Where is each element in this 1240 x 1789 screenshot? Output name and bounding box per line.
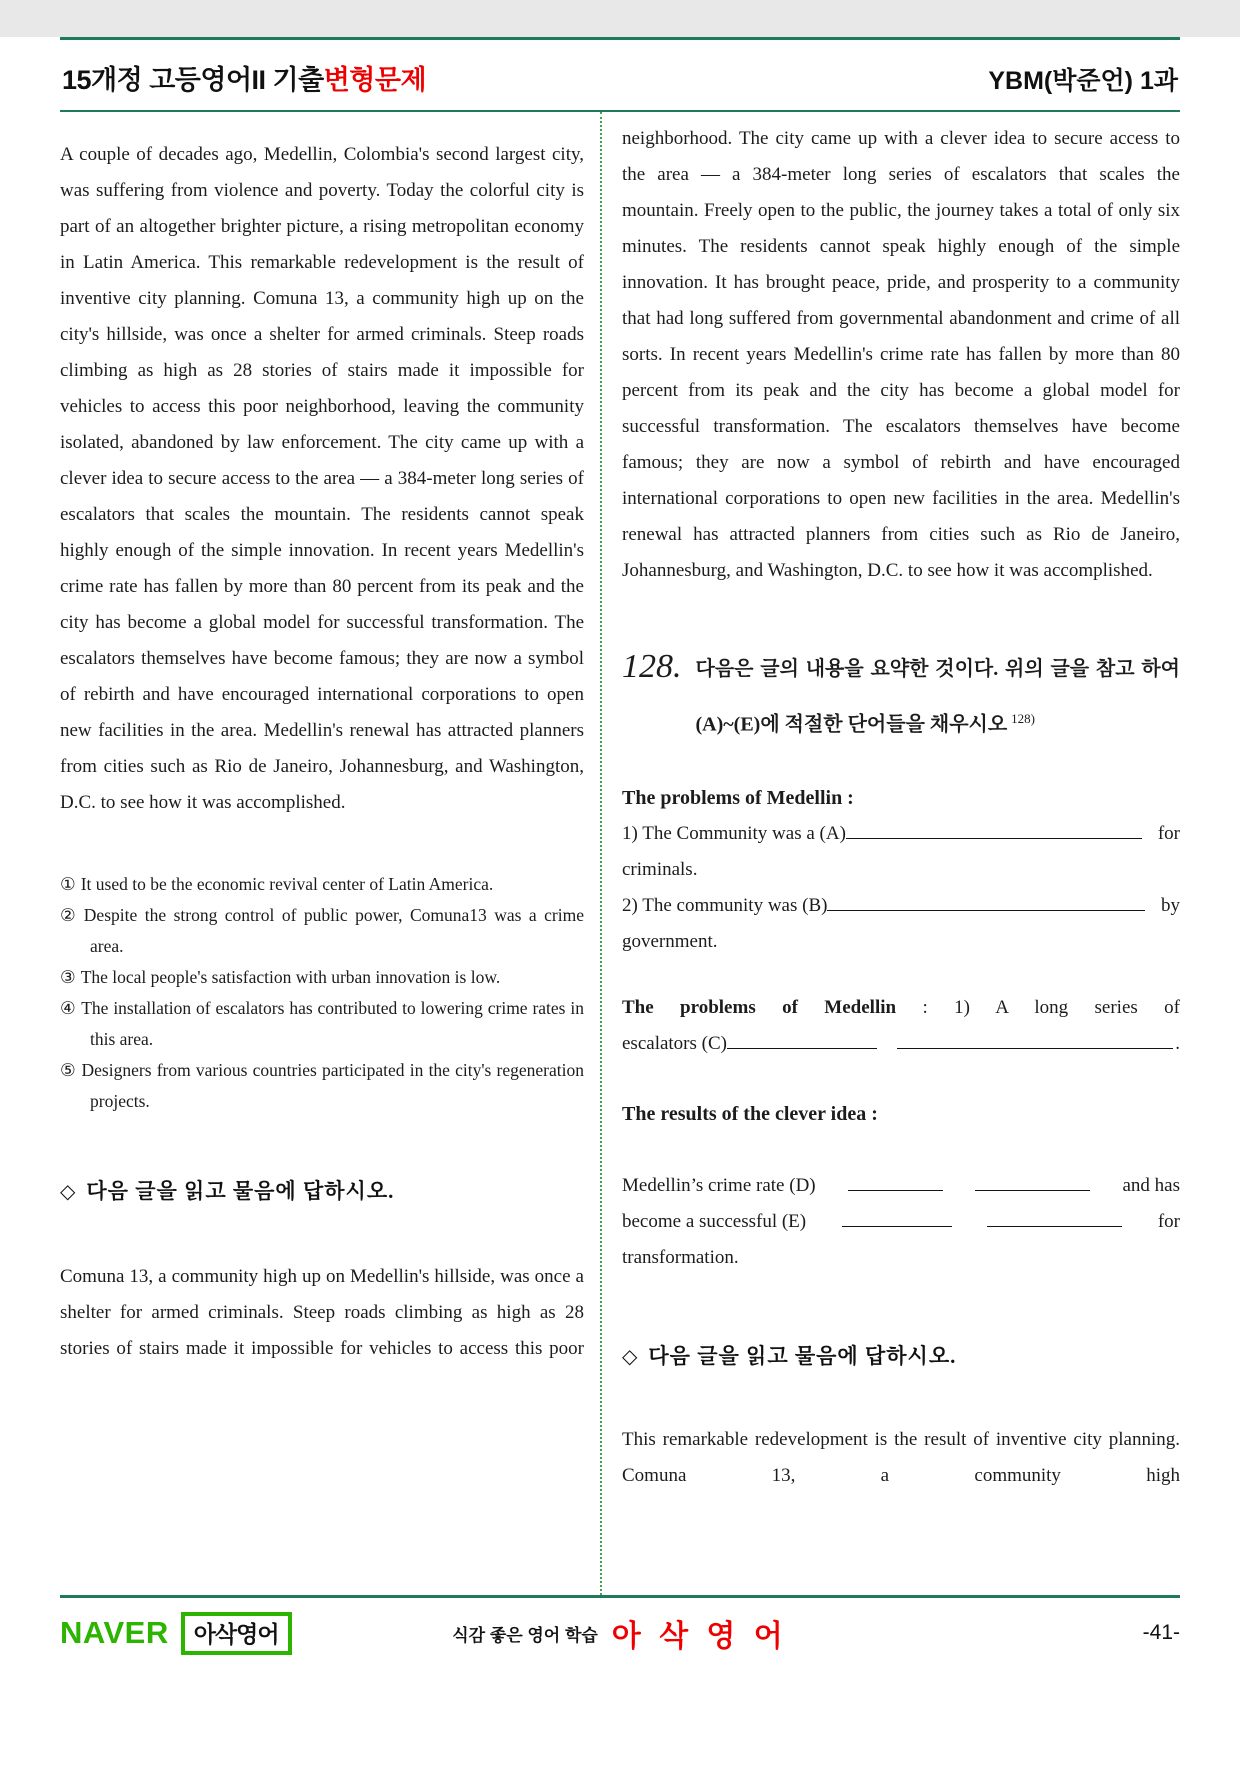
summary-item-a-text: 1) The Community was a (A) — [622, 822, 846, 844]
section-prompt-right-text: 다음 글을 읽고 물음에 답하시오. — [648, 1343, 957, 1368]
footer-slogan — [370, 1611, 870, 1655]
summary-item-b-suffix: by — [1161, 894, 1180, 916]
page-number: -41- — [1142, 1621, 1180, 1644]
choice-3-number: ③ — [60, 967, 76, 987]
summary-item-d-text: Medellin’s crime rate (D) — [622, 1174, 816, 1196]
summary-heading-problems-1: The problems of Medellin : — [622, 786, 854, 809]
blank-b — [827, 891, 1145, 911]
choice-2-number: ② — [60, 905, 79, 925]
summary-item-c-period: . — [1175, 1032, 1180, 1054]
summary-item-e — [622, 1204, 1180, 1240]
answer-choices — [60, 869, 584, 1117]
choice-4-number: ④ — [60, 998, 77, 1018]
summary-item-e-suffix: for — [1157, 1210, 1180, 1232]
choice-2-text: Despite the strong control of public power, Comuna13 was a crime area. — [83, 905, 584, 956]
section-prompt-left-text: 다음 글을 읽고 물음에 답하시오. — [86, 1179, 395, 1203]
passage-paragraph-2: Comuna 13, a community high up on Medellin's hillside, was once a shelter for armed criminals. Steep roads climbing as high as 28 stories of stairs made it impossible for vehicles to access this poor — [60, 1266, 584, 1359]
diamond-marker-icon: ◇ — [60, 1181, 77, 1203]
summary-heading-problems-2-rest: : 1) A long series of — [896, 996, 1180, 1018]
summary-item-c — [622, 1026, 1180, 1062]
blank-c1 — [727, 1029, 877, 1049]
summary-item-b — [622, 888, 1180, 924]
page-header — [60, 40, 1180, 110]
blank-e2 — [987, 1207, 1122, 1227]
book-unit-label: YBM(박준언) 1과 — [988, 67, 1178, 95]
choice-3-text: The local people's satisfaction with urban innovation is low. — [80, 967, 501, 987]
choice-5-number: ⑤ — [60, 1060, 77, 1080]
naver-logo: NAVER — [60, 1615, 169, 1650]
page-title — [62, 58, 426, 97]
choice-3 — [60, 962, 584, 993]
question-footnote-ref: 128) — [1011, 711, 1036, 726]
right-column — [600, 112, 1180, 1595]
summary-item-b-tail: government. — [622, 930, 718, 952]
choice-4 — [60, 993, 584, 1055]
choice-5-text: Designers from various countries participated in the city's regeneration projects. — [81, 1060, 584, 1111]
footer-brand-group — [60, 1612, 370, 1655]
blank-d2 — [975, 1171, 1090, 1191]
section-prompt-right — [622, 1340, 1180, 1370]
choice-5 — [60, 1055, 584, 1117]
passage-paragraph-1: A couple of decades ago, Medellin, Colombia's second largest city, was suffering from violence and poverty. Today the colorful city is part of an altogether brighter picture, a rising metropolitan economy in Latin America. This remarkable redevelopment is the result of inventive city planning. Comuna 13, a community high up on the city's hillside, was once a shelter for armed criminals. Steep roads climbing as high as 28 stories of stairs made it impossible for vehicles to access this poor neighborhood, leaving the community isolated, abandoned by law enforcement. The city came up with a clever idea to secure access to the area — a 384-meter long series of escalators that scales the mountain. The residents cannot speak highly enough of the simple innovation. In recent years Medellin's crime rate has fallen by more than 80 percent from its peak and the city has become a global model for successful transformation. The escalators themselves have become famous; they are now a symbol of rebirth and have encouraged international corporations to open new facilities in the area. Medellin's renewal has attracted planners from cities such as Rio de Janeiro, Johannesburg, and Washington, D.C. to see how it was accomplished. — [60, 144, 584, 813]
document-page — [0, 37, 1240, 1789]
page-title-black: 15개정 고등영어II 기출 — [62, 65, 324, 95]
summary-item-d — [622, 1168, 1180, 1204]
question-prompt-text: 다음은 글의 내용을 요약한 것이다. 위의 글을 참고 하여 (A)~(E)에 적절한 단어들을 채우시오 — [695, 658, 1180, 736]
summary-heading-problems-2-bold: The problems of Medellin — [622, 996, 897, 1018]
summary-item-a — [622, 816, 1180, 852]
question-number: 128. — [622, 648, 682, 685]
section-prompt-left — [60, 1175, 584, 1205]
choice-1-number: ① — [60, 874, 76, 894]
summary-item-e-tail: transformation. — [622, 1246, 739, 1268]
choice-4-text: The installation of escalators has contributed to lowering crime rates in this area. — [81, 998, 584, 1049]
choice-2 — [60, 900, 584, 962]
passage-paragraph-1-continued: neighborhood. The city came up with a clever idea to secure access to the area — a 384-meter long series of escalators that scales the mountain. Freely open to the public, the journey takes a total of only six minutes. The residents cannot speak highly enough of the simple innovation. It has brought peace, pride, and prosperity to a community that had long suffered from governmental abandonment and crime of all sorts. In recent years Medellin's crime rate has fallen by more than 80 percent from its peak and the city has become a global model for successful transformation. The escalators themselves have become famous; they are now a symbol of rebirth and have encouraged international corporations to open new facilities in the area. Medellin's renewal has attracted planners from cities such as Rio de Janeiro, Johannesburg, and Washington, D.C. to see how it was accomplished. — [622, 128, 1180, 581]
summary-item-d-suffix: and has — [1122, 1174, 1180, 1196]
page-title-red: 변형문제 — [323, 65, 427, 95]
summary-heading-problems-2 — [622, 990, 1180, 1026]
summary-item-b-text: 2) The community was (B) — [622, 894, 828, 916]
summary-item-c-text: escalators (C) — [622, 1032, 727, 1054]
diamond-marker-icon: ◇ — [622, 1345, 639, 1368]
blank-d1 — [848, 1171, 943, 1191]
blank-c2 — [897, 1029, 1173, 1049]
page-footer — [60, 1598, 1180, 1655]
blank-e1 — [842, 1207, 952, 1227]
two-column-content — [60, 112, 1180, 1595]
summary-item-a-tail: criminals. — [622, 858, 698, 880]
summary-item-e-text: become a successful (E) — [622, 1210, 807, 1232]
summary-item-a-suffix: for — [1157, 822, 1180, 844]
blank-a — [846, 819, 1142, 839]
summary-heading-results: The results of the clever idea : — [622, 1102, 878, 1125]
footer-slogan-red: 아 삭 영 어 — [611, 1620, 788, 1653]
choice-1 — [60, 869, 584, 900]
left-column — [60, 112, 600, 1595]
footer-slogan-black: 식감 좋은 영어 학습 — [452, 1625, 598, 1645]
brand-box-logo: 아삭영어 — [181, 1612, 292, 1655]
choice-1-text: It used to be the economic revival center of Latin America. — [80, 874, 494, 894]
passage-paragraph-3: This remarkable redevelopment is the result of inventive city planning. Comuna 13, a community high — [622, 1428, 1180, 1486]
question-128 — [622, 645, 1180, 750]
question-prompt — [696, 645, 1181, 750]
